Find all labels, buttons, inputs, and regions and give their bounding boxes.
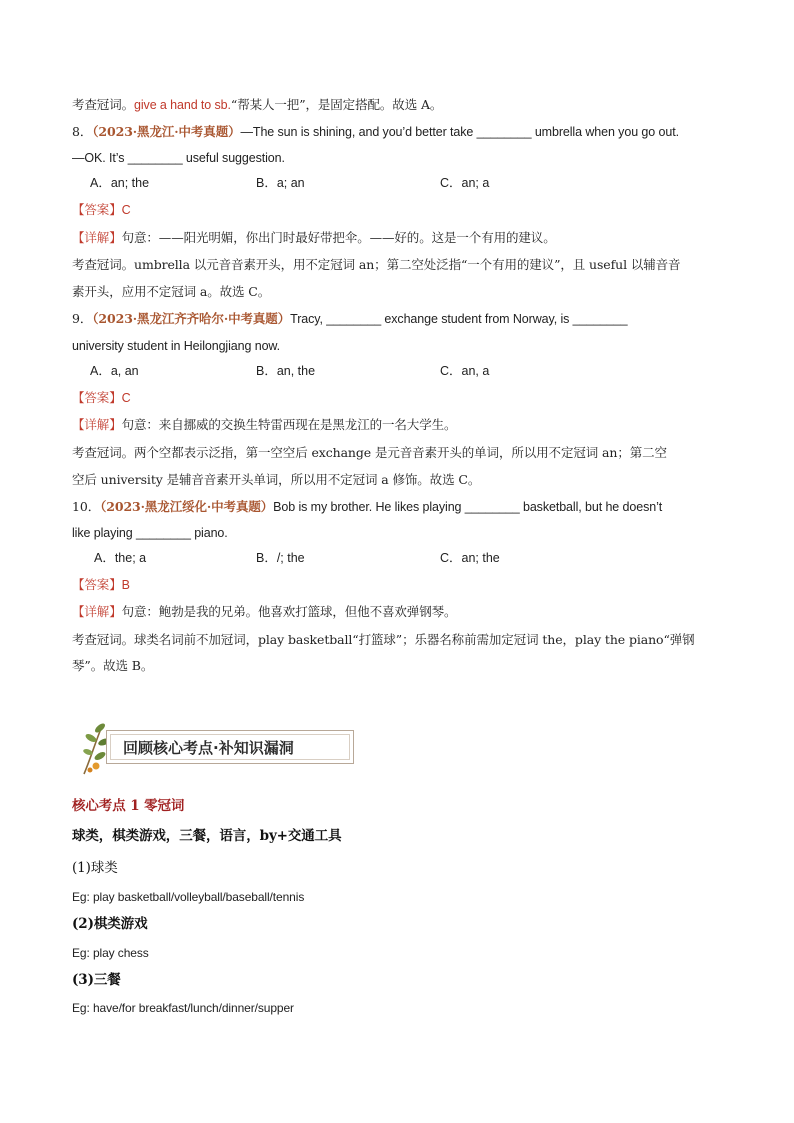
explain-10-line1: 考查冠词。球类名词前不加冠词，play basketball“打篮球”；乐器名称前需加定冠词 the，play the piano“弹钢	[72, 632, 695, 647]
detail-label: 【详解】	[72, 417, 122, 432]
answer-value: C	[121, 391, 131, 405]
intro-suffix: “帮某人一把”，是固定搭配。故选 A。	[230, 97, 443, 112]
option-a: A．the; a	[94, 551, 147, 565]
detail-text: 句意：鲍勃是我的兄弟。他喜欢打篮球，但他不喜欢弹钢琴。	[121, 604, 457, 619]
option-a: A．an; the	[90, 176, 150, 190]
option-c: C．an; the	[440, 551, 500, 565]
intro-line	[72, 96, 732, 114]
detail-10	[72, 603, 732, 621]
section-banner	[76, 716, 356, 774]
question-8-line2: —OK. It’s ________ useful suggestion.	[72, 151, 285, 165]
question-9-line1	[72, 310, 732, 328]
core-item-heading: (2)棋类游戏	[72, 916, 148, 932]
option-c: C．an; a	[440, 176, 490, 190]
explain-8-line2: 素开头，应用不定冠词 a。故选 C。	[72, 284, 271, 299]
detail-9	[72, 416, 732, 434]
answer-8	[72, 201, 732, 219]
core-title: 核心考点 1 零冠词	[72, 798, 185, 814]
question-source: （2023·黑龙江齐齐哈尔·中考真题）	[92, 311, 291, 326]
option-b: B．an, the	[256, 364, 316, 378]
core-item-example: Eg: play chess	[72, 946, 149, 960]
core-item-example: Eg: have/for breakfast/lunch/dinner/supper	[72, 1001, 294, 1015]
question-source: （2023·黑龙江·中考真题）	[92, 124, 241, 139]
core-item-example: Eg: play basketball/volleyball/baseball/tennis	[72, 890, 305, 904]
question-9-line2: university student in Heilongjiang now.	[72, 339, 281, 353]
detail-8	[72, 229, 732, 247]
intro-prefix: 考查冠词。	[72, 97, 135, 112]
answer-label: 【答案】	[72, 202, 122, 217]
explain-8-line1: 考查冠词。umbrella 以元音音素开头，用不定冠词 an；第二空处泛指“一个有用的建议”，且 useful 以辅音音	[72, 257, 681, 272]
banner-frame	[106, 730, 354, 764]
answer-label: 【答案】	[72, 390, 122, 405]
core-item-heading: (3)三餐	[72, 972, 121, 988]
answer-value: B	[121, 578, 130, 592]
explain-9-line2: 空后 university 是辅音音素开头单词，所以用不定冠词 a 修饰。故选 C。	[72, 472, 481, 487]
question-text: Bob is my brother. He likes playing ________ basketball, but he doesn’t	[273, 500, 663, 514]
core-summary: 球类，棋类游戏，三餐，语言，by+交通工具	[72, 828, 342, 844]
explain-9-line1: 考查冠词。两个空都表示泛指，第一空空后 exchange 是元音音素开头的单词，所以用不定冠词 an；第二空	[72, 445, 667, 460]
banner-title: 回顾核心考点·补知识漏洞	[110, 734, 350, 760]
question-source: （2023·黑龙江绥化·中考真题）	[100, 499, 274, 514]
answer-label: 【答案】	[72, 577, 122, 592]
detail-label: 【详解】	[72, 604, 122, 619]
question-text: —The sun is shining, and you’d better take ________ umbrella when you go out.	[240, 125, 679, 139]
question-8-line1	[72, 123, 732, 141]
question-number: 8．	[72, 124, 93, 139]
option-c: C．an, a	[440, 364, 490, 378]
answer-10	[72, 576, 732, 594]
core-item-heading: (1)球类	[72, 860, 118, 876]
answer-value: C	[121, 203, 131, 217]
question-10-line2: like playing ________ piano.	[72, 526, 228, 540]
question-number: 9．	[72, 311, 93, 326]
explain-10-line2: 琴”。故选 B。	[72, 658, 154, 673]
detail-text: 句意：来自挪威的交换生特雷西现在是黑龙江的一名大学生。	[121, 417, 457, 432]
question-10-line1	[72, 498, 732, 516]
option-b: B．a; an	[256, 176, 305, 190]
question-number: 10．	[72, 499, 101, 514]
detail-text: 句意：——阳光明媚，你出门时最好带把伞。——好的。这是一个有用的建议。	[121, 230, 556, 245]
option-b: B．/; the	[256, 551, 305, 565]
question-text: Tracy, ________ exchange student from Norway, is ________	[290, 312, 628, 326]
answer-9	[72, 389, 732, 407]
intro-phrase: give a hand to sb.	[134, 98, 231, 112]
option-a: A．a, an	[90, 364, 139, 378]
detail-label: 【详解】	[72, 230, 122, 245]
